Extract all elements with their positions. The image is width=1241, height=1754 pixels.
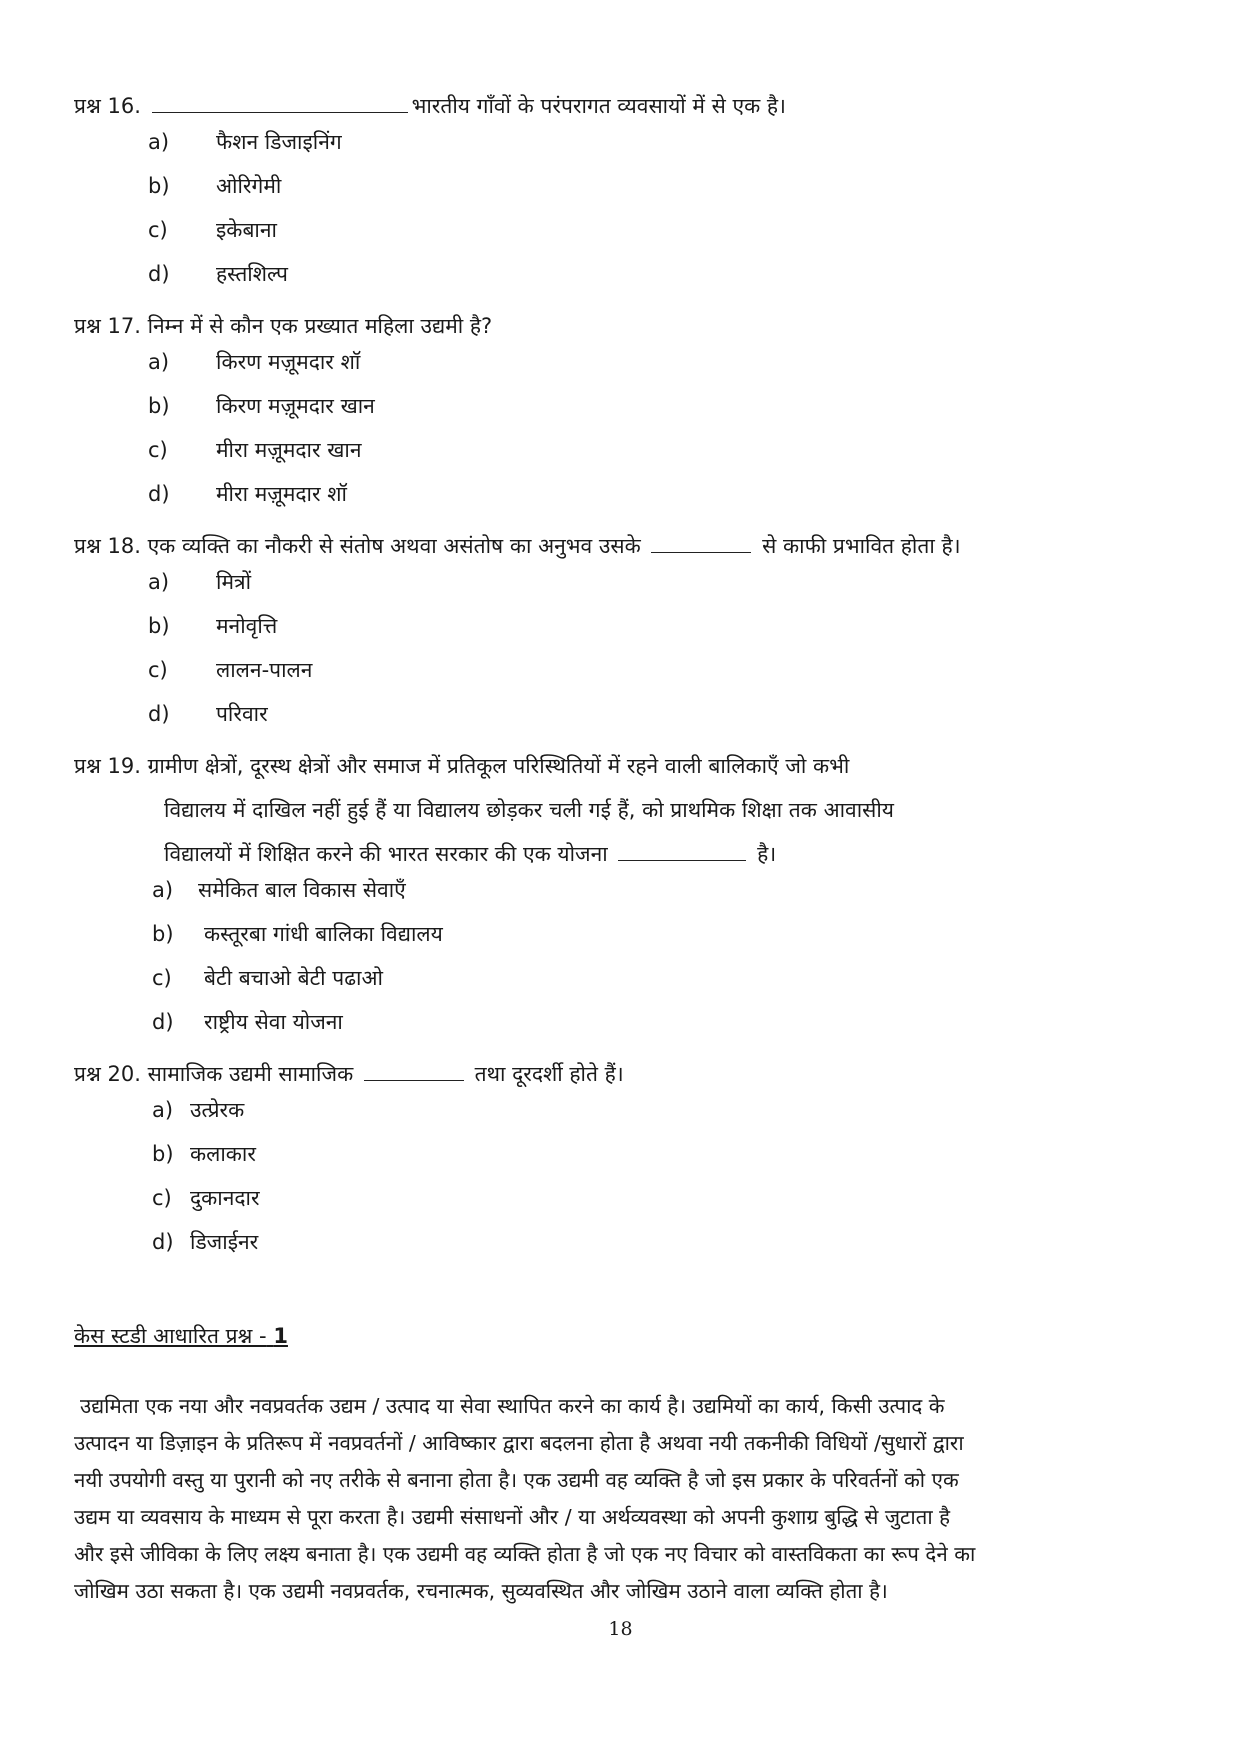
case-study-heading-text: केस स्टडी आधारित प्रश्न - [74, 1324, 267, 1348]
option-c [152, 1184, 260, 1228]
option-text: समेकित बाल विकास सेवाएँ [198, 878, 406, 902]
option-d [152, 1228, 260, 1272]
paragraph-line: उत्पादन या डिज़ाइन के प्रतिरूप में नवप्रवर्तनों / आविष्कार द्वारा बदलना होता है अथवा नयी तकनीकी विधियों /सुधारों द्वारा [74, 1431, 964, 1455]
option-text: किरण मज़ूमदार शॉ [216, 350, 361, 374]
answer-blank [152, 86, 408, 113]
question-17 [74, 304, 1184, 348]
option-text: कस्तूरबा गांधी बालिका विद्यालय [204, 922, 443, 946]
option-letter: a) [152, 1098, 174, 1122]
question-16 [74, 84, 1184, 128]
options-16 [148, 128, 342, 304]
case-study-paragraph [74, 1388, 1184, 1610]
option-d [148, 700, 312, 744]
options-19 [152, 876, 443, 1052]
option-text: इकेबाना [216, 218, 277, 242]
option-c [148, 656, 312, 700]
paragraph-line: उद्यमिता एक नया और नवप्रवर्तक उद्यम / उत्पाद या सेवा स्थापित करने का कार्य है। उद्यमियों का कार्य, किसी उत्पाद के [80, 1394, 945, 1418]
option-text: राष्ट्रीय सेवा योजना [204, 1010, 343, 1034]
question-text: है। [757, 842, 777, 866]
option-a [148, 568, 312, 612]
option-letter: b) [152, 922, 174, 946]
question-label: प्रश्न 20. [74, 1062, 141, 1086]
option-letter: c) [152, 966, 172, 990]
paragraph-line: नयी उपयोगी वस्तु या पुरानी को नए तरीके से बनाना होता है। एक उद्यमी वह व्यक्ति है जो इस प्रकार के परिवर्तनों को एक [74, 1468, 959, 1492]
question-19 [74, 744, 1184, 876]
option-letter: d) [152, 1230, 174, 1254]
option-a [152, 876, 443, 920]
question-text: विद्यालयों में शिक्षित करने की भारत सरकार की एक योजना [164, 842, 608, 866]
option-text: फैशन डिजाइनिंग [216, 130, 342, 154]
case-study-heading [74, 1322, 288, 1350]
option-text: मनोवृत्ति [216, 614, 278, 638]
option-text: मित्रों [216, 570, 252, 594]
option-text: परिवार [216, 702, 268, 726]
option-letter: a) [152, 878, 174, 902]
option-text: किरण मज़ूमदार खान [216, 394, 375, 418]
option-d [148, 260, 342, 304]
question-label: प्रश्न 16. [74, 94, 141, 118]
case-study-heading-number: 1 [273, 1324, 288, 1348]
option-letter: c) [148, 658, 168, 682]
answer-blank [618, 834, 746, 861]
option-b [148, 392, 375, 436]
page-number: 18 [608, 1618, 633, 1640]
option-letter: b) [148, 394, 170, 418]
option-letter: c) [152, 1186, 172, 1210]
option-text: मीरा मज़ूमदार शॉ [216, 482, 347, 506]
options-17 [148, 348, 375, 524]
option-letter: a) [148, 570, 170, 594]
question-text: ग्रामीण क्षेत्रों, दूरस्थ क्षेत्रों और समाज में प्रतिकूल परिस्थितियों में रहने वाली बालिकाएँ जो कभी [147, 754, 850, 778]
question-label: प्रश्न 19. [74, 754, 141, 778]
option-letter: c) [148, 218, 168, 242]
question-18 [74, 524, 1184, 568]
option-text: डिजाईनर [190, 1230, 259, 1254]
option-letter: b) [148, 174, 170, 198]
question-text: विद्यालय में दाखिल नहीं हुई हैं या विद्यालय छोड़कर चली गई हैं, को प्राथमिक शिक्षा तक आवासीय [164, 798, 894, 822]
option-d [148, 480, 375, 524]
answer-blank [651, 526, 751, 553]
question-text: सामाजिक उद्यमी सामाजिक [147, 1062, 354, 1086]
option-c [148, 436, 375, 480]
question-text: भारतीय गाँवों के परंपरागत व्यवसायों में से एक है। [411, 94, 787, 118]
option-b [152, 920, 443, 964]
option-a [148, 128, 342, 172]
option-text: उत्प्रेरक [190, 1098, 245, 1122]
option-letter: b) [152, 1142, 174, 1166]
question-20 [74, 1052, 1184, 1096]
option-a [148, 348, 375, 392]
paragraph-line: और इसे जीविका के लिए लक्ष्य बनाता है। एक उद्यमी वह व्यक्ति होता है जो एक नए विचार को वास्तविकता का रूप देने का [74, 1542, 976, 1566]
paragraph-line: उद्यम या व्यवसाय के माध्यम से पूरा करता है। उद्यमी संसाधनों और / या अर्थव्यवस्था को अपनी कुशाग्र बुद्धि से जुटाता है [74, 1505, 951, 1529]
options-18 [148, 568, 312, 744]
question-label: प्रश्न 18. [74, 534, 141, 558]
option-letter: c) [148, 438, 168, 462]
option-text: दुकानदार [190, 1186, 260, 1210]
option-c [148, 216, 342, 260]
option-letter: d) [148, 482, 170, 506]
answer-blank [364, 1054, 464, 1081]
option-text: कलाकार [190, 1142, 256, 1166]
option-letter: d) [148, 702, 170, 726]
option-b [148, 612, 312, 656]
option-text: हस्तशिल्प [216, 262, 288, 286]
question-text: तथा दूरदर्शी होते हैं। [474, 1062, 624, 1086]
option-text: बेटी बचाओ बेटी पढाओ [204, 966, 383, 990]
question-text: निम्न में से कौन एक प्रख्यात महिला उद्यमी है? [147, 314, 493, 338]
option-letter: d) [148, 262, 170, 286]
option-letter: a) [148, 350, 170, 374]
option-b [148, 172, 342, 216]
question-text: से काफी प्रभावित होता है। [762, 534, 961, 558]
option-text: ओरिगेमी [216, 174, 282, 198]
option-d [152, 1008, 443, 1052]
option-letter: b) [148, 614, 170, 638]
option-letter: a) [148, 130, 170, 154]
option-text: मीरा मज़ूमदार खान [216, 438, 362, 462]
option-text: लालन-पालन [216, 658, 313, 682]
paragraph-line: जोखिम उठा सकता है। एक उद्यमी नवप्रवर्तक, रचनात्मक, सुव्यवस्थित और जोखिम उठाने वाला व्यक्ति होता है। [74, 1579, 888, 1603]
option-c [152, 964, 443, 1008]
option-a [152, 1096, 260, 1140]
option-letter: d) [152, 1010, 174, 1034]
options-20 [152, 1096, 260, 1272]
question-text: एक व्यक्ति का नौकरी से संतोष अथवा असंतोष का अनुभव उसके [147, 534, 641, 558]
question-label: प्रश्न 17. [74, 314, 141, 338]
option-b [152, 1140, 260, 1184]
